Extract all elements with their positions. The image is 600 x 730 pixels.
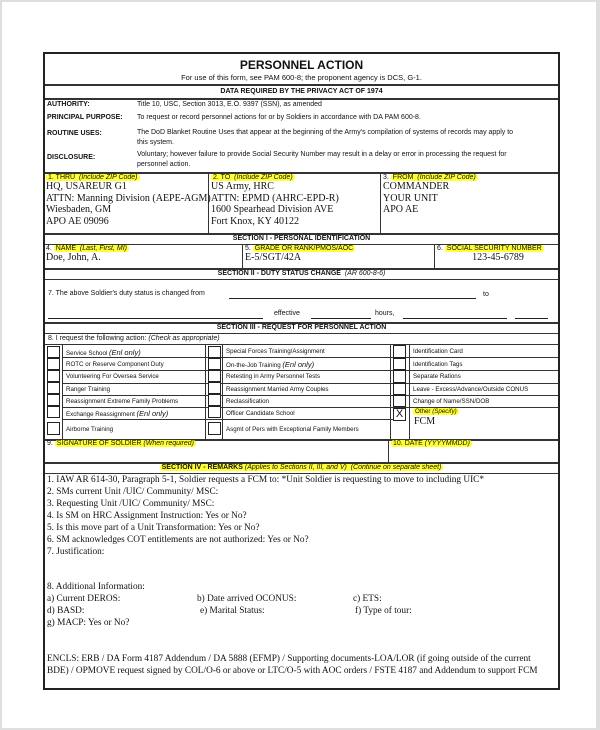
from-hint: (Include ZIP Code) (417, 174, 476, 181)
to-text: to (483, 291, 489, 298)
grid-line (62, 344, 63, 439)
signature-label-highlight (55, 440, 196, 447)
column-divider (380, 173, 381, 233)
option-married-couples: Reassignment Married Army Couples (226, 386, 329, 393)
routine-uses-text: The DoD Blanket Routine Uses that appear at the beginning of the Army's compilation of systems of records may apply to this system. (137, 129, 514, 146)
form-subtitle: For use of this form, see PAM 600-8; the proponent agency is DCS, G-1. (181, 73, 422, 82)
personnel-action-form (43, 52, 560, 690)
date-field[interactable] (391, 440, 472, 447)
additional-a: a) Current DEROS: (47, 594, 121, 604)
divider (45, 279, 558, 280)
to-line-2: ATTN: EPMD (AHRC-EPD-R) (211, 192, 339, 204)
section-2-header (45, 270, 558, 277)
remark-line-3: 3. Requesting Unit /UIC/ Community/ MSC: (47, 499, 215, 509)
checkbox-id-card[interactable] (393, 345, 406, 358)
remark-line-5: 5. Is this move part of a Unit Transformation: Yes or No? (47, 523, 260, 533)
checkbox-rotc[interactable] (47, 358, 60, 370)
from-num: 3. (383, 174, 389, 181)
to-line-1: US Army, HRC (211, 181, 274, 192)
option-hint: (Enl only) (136, 409, 169, 418)
other-value[interactable]: FCM (414, 416, 436, 427)
effective-date-input[interactable] (403, 318, 507, 319)
name-value: Doe, John, A. (46, 252, 101, 263)
checkbox-married-couples[interactable] (208, 382, 221, 394)
option-oversea-service: Volunteering For Oversea Service (66, 373, 159, 380)
enclosures-line-2: BDE) / OPMOVE request signed by COL/O-6 or above or LTC/O-5 with AOC orders / FSTE 4187 and Addendum to support FCM (47, 666, 538, 676)
grid-line (62, 370, 558, 371)
privacy-header: DATA REQUIRED BY THE PRIVACY ACT OF 1974 (220, 88, 383, 95)
other-label: Other (415, 408, 431, 415)
section-2-title: SECTION II - DUTY STATUS CHANGE (217, 270, 341, 277)
column-divider (434, 244, 435, 268)
additional-b: b) Date arrived OCONUS: (197, 594, 297, 604)
option-extreme-family: Reassignment Extreme Family Problems (66, 398, 179, 405)
thru-hint: (Include ZIP Code) (79, 174, 138, 181)
checkbox-ojt[interactable] (208, 358, 221, 370)
section-4-title: SECTION IV - REMARKS (161, 464, 243, 471)
thru-field[interactable] (46, 174, 211, 227)
other-label-highlight (413, 408, 459, 415)
option-other (413, 408, 459, 415)
option-rotc: ROTC or Reserve Component Duty (66, 361, 164, 368)
grid-line (409, 344, 410, 439)
principal-purpose-label: PRINCIPAL PURPOSE: (47, 114, 123, 121)
remark-line-2: 2. SMs current Unit /UIC/ Community/ MSC: (47, 487, 219, 497)
status-from-input[interactable] (229, 298, 476, 299)
remark-line-6: 6. SM acknowledges COT entitlements are not authorized: Yes or No? (47, 535, 309, 545)
grade-label: GRADE OR RANK/PMOS/AOC (254, 245, 354, 252)
instruction-hint: (Check as appropriate) (148, 335, 220, 342)
thru-line-4: APO AE 09096 (46, 215, 109, 227)
section-4-header (45, 464, 558, 471)
checkbox-airborne-training[interactable] (47, 422, 60, 435)
additional-e: e) Marital Status: (200, 606, 265, 616)
name-field[interactable] (46, 245, 240, 264)
checkbox-exchange-reassignment[interactable] (47, 406, 60, 418)
option-special-forces: Special Forces Training/Assignment (226, 348, 325, 355)
instruction-text: 8. I request the following action: (48, 335, 147, 342)
remark-line-7: 7. Justification: (47, 547, 105, 557)
option-id-card: Identification Card (413, 348, 463, 355)
thru-num: 1. (48, 174, 54, 181)
to-line-3: 1600 Spearhead Division AVE (211, 204, 334, 215)
to-hint: (Include ZIP Code) (234, 174, 293, 181)
routine-uses-label: ROUTINE USES: (47, 130, 102, 137)
principal-purpose-text: To request or record personnel actions for or by Soldiers in accordance with DA PAM 600-8. (137, 114, 421, 121)
remarks-area[interactable] (45, 474, 558, 688)
thru-line-2: ATTN: Manning Division (AEPE-AGM) (46, 192, 211, 204)
option-retesting: Retesting in Army Personnel Tests (226, 373, 321, 380)
option-name-change: Change of Name/SSN/DOB (413, 398, 490, 405)
checkbox-name-change[interactable] (393, 395, 406, 407)
to-label-highlight (211, 174, 295, 181)
date-label: DATE (404, 440, 423, 447)
option-hint: (Enl only) (282, 360, 315, 369)
checkbox-separate-rations[interactable] (393, 370, 406, 383)
signature-hint: (When required) (143, 440, 194, 447)
effective-hours-input[interactable] (311, 318, 371, 319)
name-label-highlight (54, 245, 129, 252)
from-line-2: YOUR UNIT (383, 192, 438, 204)
checkbox-ocs[interactable] (208, 406, 221, 418)
option-ranger-training: Ranger Training (66, 386, 111, 393)
form-title: PERSONNEL ACTION (239, 58, 364, 72)
grid-line (62, 419, 405, 420)
option-reclassification: Reclassification (226, 398, 269, 405)
grid-line (62, 383, 558, 384)
column-divider (388, 439, 389, 462)
section-4-hint-1: (Applies to Sections II, III, and V) (244, 464, 347, 471)
authority-label: AUTHORITY: (47, 101, 90, 108)
checkbox-oversea-service[interactable] (47, 370, 60, 382)
option-leave: Leave - Excess/Advance/Outside CONUS (413, 386, 529, 393)
checkbox-ranger-training[interactable] (47, 382, 60, 394)
additional-c: c) ETS: (353, 594, 382, 604)
grid-line (62, 357, 558, 358)
option-ocs: Officer Candidate School (226, 410, 295, 417)
divider (45, 84, 558, 86)
remark-line-4: 4. Is SM on HRC Assignment Instruction: Yes or No? (47, 511, 247, 521)
to-label: TO (220, 174, 231, 181)
additional-f: f) Type of tour: (355, 606, 412, 616)
option-hint: (Enl only) (109, 348, 141, 357)
grade-value: E-5/SGT/42A (245, 252, 302, 263)
authority-text: Title 10, USC, Section 3013, E.O. 9397 (SSN), as amended (137, 101, 322, 108)
grade-num: 5. (245, 245, 251, 252)
ssn-field[interactable] (437, 245, 559, 264)
section-4-highlight (160, 464, 444, 471)
checkbox-efmp[interactable] (208, 422, 221, 435)
option-exchange-reassignment (66, 409, 168, 418)
option-label: Service School (66, 350, 108, 357)
option-label: Exchange Reassignment (66, 411, 135, 418)
checkbox-leave[interactable] (393, 383, 406, 395)
signature-label: SIGNATURE OF SOLDIER (56, 440, 142, 447)
remark-line-1: 1. IAW AR 614-30, Paragraph 5-1, Soldier requests a FCM to: *Unit Soldier is requesting to move to including UIC* (47, 475, 485, 485)
thru-label: THRU (55, 174, 76, 181)
grid-line (62, 407, 558, 408)
grade-field[interactable] (245, 245, 431, 264)
disclosure-text: Voluntary; however failure to provide Social Security Number may result in a delay or error in processing the request for personnel action. (137, 151, 507, 168)
date-num: 10. (393, 440, 403, 447)
option-ojt (226, 360, 314, 369)
section-4-hint-2: (Continue on separate sheet) (350, 464, 442, 471)
thru-line-3: Wiesbaden, GM (46, 204, 112, 215)
name-label: NAME (55, 245, 77, 252)
additional-g: g) MACP: Yes or No? (47, 618, 130, 628)
section-2-ref: (AR 600-8-6) (344, 270, 386, 277)
from-line-1: COMMANDER (383, 181, 450, 192)
option-airborne-training: Airborne Training (66, 426, 114, 433)
duty-status-text: 7. The above Soldier's duty status is changed from (48, 290, 205, 297)
section-1-header: SECTION I - PERSONAL IDENTIFICATION (232, 235, 371, 242)
divider (45, 344, 558, 345)
name-hint: (Last, First, MI) (79, 245, 127, 252)
option-id-tags: Identification Tags (413, 361, 463, 368)
thru-label-highlight (46, 174, 140, 181)
from-label: FROM (392, 174, 414, 181)
hours-text: hours, (375, 310, 395, 317)
date-label-highlight (391, 440, 472, 447)
name-num: 4. (46, 245, 52, 252)
option-efmp: Asgmt of Pers with Exceptional Family Members (226, 426, 359, 433)
effective-text: effective (274, 310, 300, 317)
ssn-value: 123-45-6789 (472, 252, 524, 263)
to-line-4: Fort Knox, KY 40122 (211, 215, 299, 227)
from-label-highlight (391, 174, 478, 181)
divider (45, 333, 558, 334)
ssn-num: 6. (437, 245, 443, 252)
to-field[interactable] (211, 174, 379, 227)
grid-line (390, 344, 391, 439)
to-num: 2. (213, 174, 219, 181)
grid-line (62, 395, 558, 396)
extra-input[interactable] (515, 318, 548, 319)
status-to-input[interactable] (48, 318, 263, 319)
thru-line-1: HQ, USAREUR G1 (46, 181, 127, 192)
checkbox-reclassification[interactable] (208, 394, 221, 406)
checkbox-other[interactable]: X (393, 408, 406, 421)
option-label: On-the-Job Training (226, 362, 281, 369)
disclosure-label: DISCLOSURE: (47, 154, 96, 161)
option-separate-rations: Separate Rations (413, 373, 461, 380)
column-divider (242, 244, 243, 268)
other-hint: (Specify) (432, 408, 457, 415)
grid-line (222, 344, 223, 439)
additional-info-title: 8. Additional Information: (47, 582, 145, 592)
grid-line (205, 344, 206, 439)
ssn-label: SOCIAL SECURITY NUMBER (446, 245, 542, 252)
checkbox-service-school[interactable] (47, 346, 60, 358)
date-hint: (YYYYMMDD) (424, 440, 470, 447)
checkbox-retesting[interactable] (208, 370, 221, 382)
section-3-instruction (48, 335, 220, 342)
checkbox-id-tags[interactable] (393, 358, 406, 370)
checkbox-special-forces[interactable] (208, 346, 221, 358)
option-service-school (66, 348, 141, 357)
from-line-3: APO AE (383, 204, 419, 215)
signature-field[interactable] (47, 440, 196, 447)
enclosures-line-1: ENCLS: ERB / DA Form 4187 Addendum / DA 5888 (EFMP) / Supporting documents-LOA/LOR (if going outside of the current (47, 654, 531, 664)
section-3-header: SECTION III - REQUEST FOR PERSONNEL ACTION (216, 324, 387, 331)
checkbox-extreme-family[interactable] (47, 394, 60, 406)
signature-num: 9. (47, 440, 53, 447)
additional-d: d) BASD: (47, 606, 85, 616)
from-field[interactable] (383, 174, 559, 216)
